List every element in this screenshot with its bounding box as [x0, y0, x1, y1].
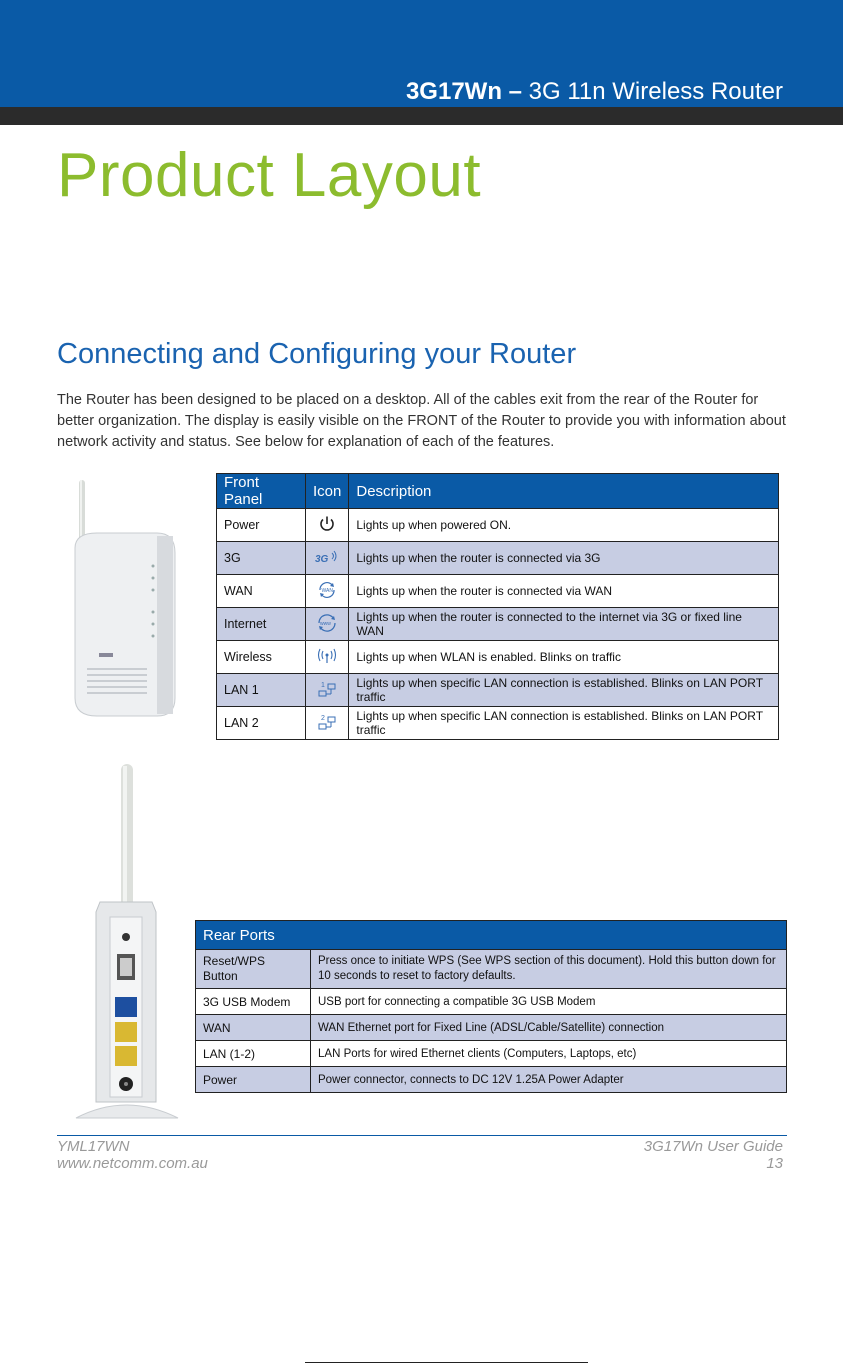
row-description: Lights up when the router is connected to the internet via 3G or fixed line WAN [349, 608, 779, 641]
rear-table-header [196, 921, 787, 950]
row-description: Lights up when the router is connected via 3G [349, 542, 779, 575]
table-row [217, 707, 779, 740]
row-name: Power [196, 1067, 311, 1093]
intro-paragraph: The Router has been designed to be placed on a desktop. All of the cables exit from the rear of the Router for better organization. The display is easily visible on the FRONT of the Router to provide you with information about network activity and status. See below for explanation of each of the features. [57, 392, 786, 450]
row-name: WAN [217, 575, 306, 608]
lan1-icon [316, 680, 338, 698]
rear-ports-table [195, 920, 787, 1093]
page-title: Product Layout [57, 141, 482, 210]
router-front-image [57, 478, 182, 718]
svg-text:3G: 3G [315, 553, 329, 565]
col-rear-ports: Rear Ports [196, 921, 787, 950]
table-row [217, 542, 779, 575]
footer-left [57, 1138, 208, 1172]
row-name: Power [217, 509, 306, 542]
row-name: WAN [196, 1015, 311, 1041]
front-table-header [217, 474, 779, 509]
row-description: USB port for connecting a compatible 3G USB Modem [311, 989, 787, 1015]
internet-icon [316, 613, 338, 633]
table-row [217, 575, 779, 608]
wan-icon [317, 580, 337, 600]
table-row [217, 608, 779, 641]
col-icon: Icon [306, 474, 349, 509]
table-row [217, 641, 779, 674]
table-row [196, 1067, 787, 1093]
row-description: Lights up when specific LAN connection is established. Blinks on LAN PORT traffic [349, 674, 779, 707]
footer-right [644, 1138, 783, 1172]
bottom-rule [305, 1362, 588, 1363]
row-name: LAN (1-2) [196, 1041, 311, 1067]
table-row [196, 950, 787, 989]
row-description: Lights up when WLAN is enabled. Blinks on traffic [349, 641, 779, 674]
page-number: 13 [766, 1155, 783, 1172]
row-name: Wireless [217, 641, 306, 674]
table-row [196, 1041, 787, 1067]
row-name: LAN 2 [217, 707, 306, 740]
row-name: LAN 1 [217, 674, 306, 707]
header-title: 3G17Wn – 3G 11n Wireless Router [405, 78, 783, 105]
row-description: Press once to initiate WPS (See WPS section of this document). Hold this button down for 10 seconds to reset to factory defaults. [311, 950, 787, 989]
section-title: Connecting and Configuring your Router [57, 338, 577, 370]
row-name: Reset/WPS Button [196, 950, 311, 989]
row-name: Internet [217, 608, 306, 641]
svg-text:1: 1 [321, 681, 326, 689]
footer-guide-title: 3G17Wn User Guide [643, 1138, 783, 1155]
table-row [217, 674, 779, 707]
row-description: LAN Ports for wired Ethernet clients (Computers, Laptops, etc) [311, 1041, 787, 1067]
footer-model: YML17WN [57, 1138, 130, 1155]
svg-text:WAN: WAN [321, 587, 334, 594]
col-front-panel: Front Panel [217, 474, 306, 509]
row-description: Lights up when the router is connected via WAN [349, 575, 779, 608]
table-row [217, 509, 779, 542]
wireless-icon [316, 647, 338, 665]
svg-text:2: 2 [321, 714, 326, 722]
router-rear-image [70, 762, 182, 1122]
row-name: 3G USB Modem [196, 989, 311, 1015]
table-row [196, 989, 787, 1015]
row-description: Lights up when powered ON. [349, 509, 779, 542]
footer-divider [57, 1135, 787, 1136]
row-description: Power connector, connects to DC 12V 1.25A Power Adapter [311, 1067, 787, 1093]
3g-icon [314, 549, 340, 565]
col-description: Description [349, 474, 779, 509]
front-panel-table [216, 473, 779, 740]
footer-website: www.netcomm.com.au [57, 1155, 208, 1172]
lan2-icon [316, 713, 338, 731]
row-description: WAN Ethernet port for Fixed Line (ADSL/Cable/Satellite) connection [311, 1015, 787, 1041]
header-dark-bar [0, 107, 843, 125]
row-description: Lights up when specific LAN connection is established. Blinks on LAN PORT traffic [349, 707, 779, 740]
row-name: 3G [217, 542, 306, 575]
svg-text:www: www [320, 620, 332, 627]
table-row [196, 1015, 787, 1041]
power-icon [318, 515, 336, 533]
